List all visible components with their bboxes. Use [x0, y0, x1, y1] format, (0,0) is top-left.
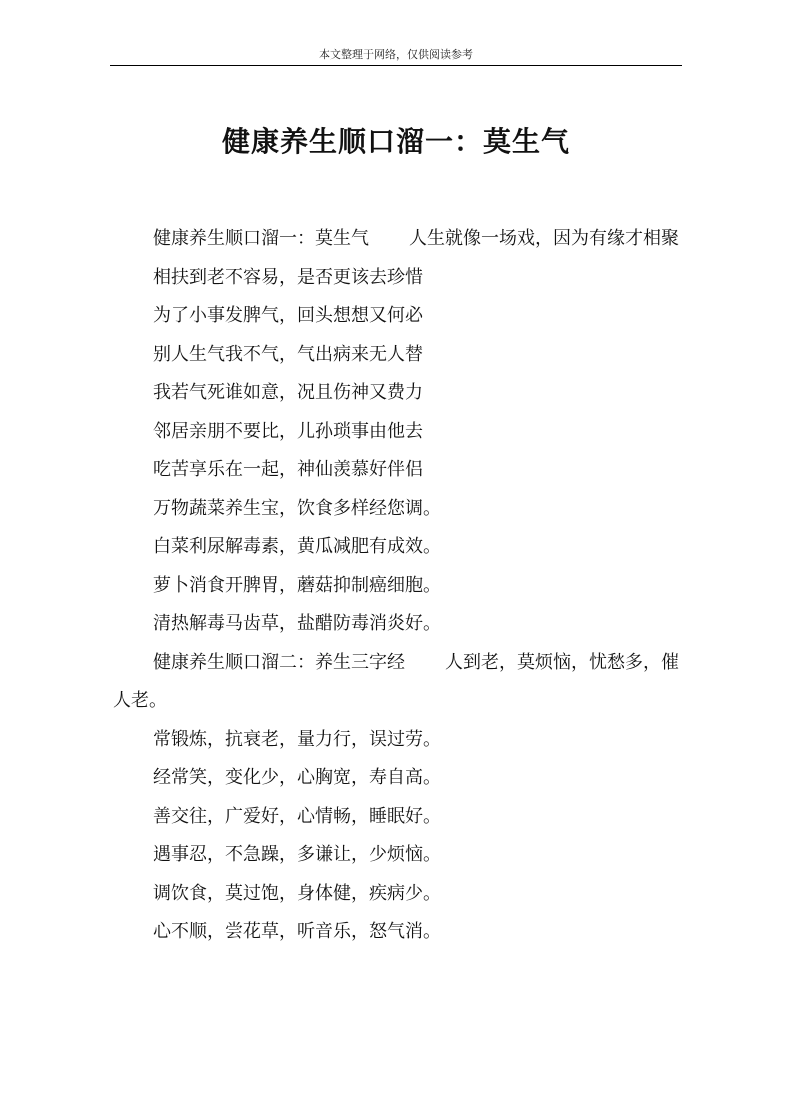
section2-heading: 健康养生顺口溜二：养生三字经: [153, 651, 405, 673]
verse-line: 常锻炼，抗衰老，量力行，误过劳。: [153, 728, 441, 750]
poem-line: 清热解毒马齿草，盐醋防毒消炎好。: [153, 613, 441, 634]
poem-line: 为了小事发脾气，回头想想又何必: [153, 305, 423, 326]
section1-intro-text: 人生就像一场戏，因为有缘才相聚: [409, 228, 679, 249]
page-header: 本文整理于网络，仅供阅读参考: [319, 48, 473, 61]
poem-line: 我若气死谁如意，况且伤神又费力: [153, 382, 423, 403]
poem-line: 相扶到老不容易，是否更该去珍惜: [153, 266, 423, 288]
document-body: [113, 220, 685, 952]
poem-line: 万物蔬菜养生宝，饮食多样经您调。: [153, 497, 441, 519]
poem-line: 白菜利尿解毒素，黄瓜减肥有成效。: [153, 536, 441, 557]
verse-line: 善交往，广爱好，心情畅，睡眠好。: [153, 805, 441, 827]
section1-heading: 健康养生顺口溜一：莫生气: [153, 228, 369, 249]
verse-line: 心不顺，尝花草，听音乐，怒气消。: [153, 921, 441, 942]
section2-intro-text: 人到老，莫烦恼，忧愁多，催人老。: [113, 651, 679, 711]
verse-line: 调饮食，莫过饱，身体健，疾病少。: [153, 882, 441, 904]
document-title: 健康养生顺口溜一：莫生气: [221, 125, 570, 158]
section2-intro-paragraph: [113, 644, 685, 721]
poem-line: 吃苦享乐在一起，神仙羡慕好伴侣: [153, 459, 423, 480]
poem-line: 萝卜消食开脾胃，蘑菇抑制癌细胞。: [153, 574, 441, 596]
section1-intro-paragraph: [113, 220, 685, 259]
poem-line: 邻居亲朋不要比，儿孙琐事由他去: [153, 420, 423, 442]
header-divider: [110, 65, 682, 66]
verse-line: 经常笑，变化少，心胸宽，寿自高。: [153, 767, 441, 788]
verse-line: 遇事忍，不急躁，多谦让，少烦恼。: [153, 844, 441, 865]
poem-line: 别人生气我不气，气出病来无人替: [153, 343, 423, 365]
